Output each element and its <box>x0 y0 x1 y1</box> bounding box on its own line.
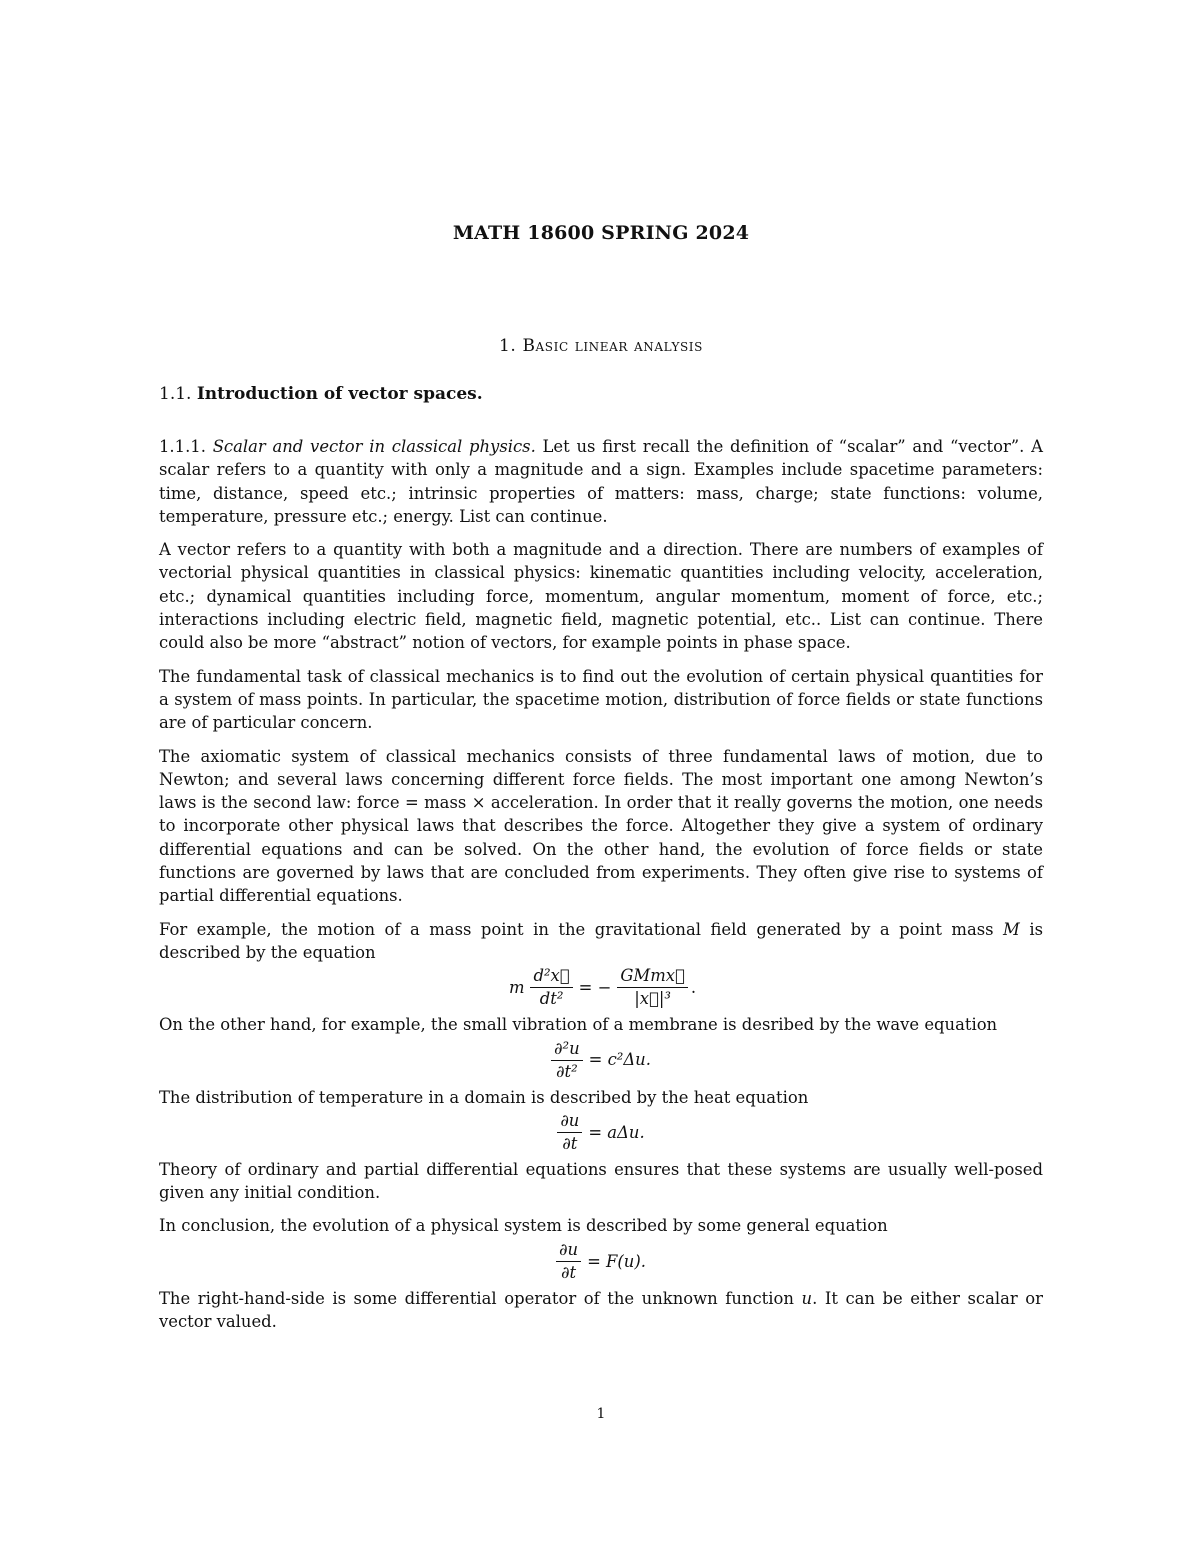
body-text <box>159 435 1043 1343</box>
eq-newton-equals: = − <box>578 978 612 998</box>
paragraph-example <box>159 918 1043 965</box>
eq-general-numerator: ∂u <box>556 1240 581 1262</box>
eq-newton-lhs-denominator: dt² <box>539 989 564 1009</box>
equation-wave <box>159 1039 1043 1082</box>
eq-heat-rhs: = aΔu. <box>588 1122 645 1142</box>
paragraph-task: The fundamental task of classical mechanics is to find out the evolution of certain physical quantities for a system of mass points. In particular, the spacetime motion, distribution of force fields or state functions are of particular concern. <box>159 666 1043 733</box>
math-symbol-M: M <box>1003 919 1020 939</box>
eq-newton-lhs-numerator: d²x⃗ <box>530 966 572 988</box>
eq-general-denominator: ∂t <box>561 1262 577 1282</box>
eq-heat-numerator: ∂u <box>557 1111 582 1133</box>
equation-newton <box>159 966 1043 1009</box>
eq-wave-rhs: = c²Δu. <box>588 1050 651 1070</box>
eq-wave-fraction <box>551 1039 583 1082</box>
eq-general-rhs: = F(u). <box>587 1251 646 1271</box>
paragraph-rhs-text-1: The right-hand-side is some differential operator of the unknown function <box>159 1288 794 1308</box>
equation-heat <box>159 1111 1043 1154</box>
subsection-title: Introduction of vector spaces. <box>196 384 483 404</box>
eq-heat-fraction <box>557 1111 582 1154</box>
paragraph-vector: A vector refers to a quantity with both a magnitude and a direction. There are numbers of examples of vectorial physical quantities in classical physics: kinematic quantities including velocity, acceleration, etc.; dynamical quantities including force, momentum, angular momentum, moment of force, etc.; interactions including electric field, magnetic field, magnetic potential, etc.. List can continue. There could also be more “abstract” notion of vectors, for example points in phase space. <box>159 540 1043 653</box>
paragraph-scalar <box>159 435 1043 528</box>
paragraph-rhs <box>159 1287 1043 1334</box>
eq-wave-numerator: ∂²u <box>551 1039 583 1061</box>
document-title: MATH 18600 SPRING 2024 <box>452 222 750 244</box>
equation-general <box>159 1240 1043 1283</box>
paragraph-scalar-text: Let us first recall the definition of “scalar” and “vector”. A scalar refers to a quantity with only a magnitude and a sign. Examples include spacetime parameters: time, distance, speed etc.; intrinsic properties of matters: mass, charge; state functions: volume, temperature, pressure etc.; energy. List can continue. <box>159 437 1043 526</box>
subsubsection-number: 1.1.1. <box>159 437 206 456</box>
paragraph-example-text-2: is described by the equation <box>159 919 1043 962</box>
section-title: Basic linear analysis <box>522 336 703 356</box>
paragraph-wellposed: Theory of ordinary and partial differential equations ensures that these systems are usually well-posed given any initial condition. <box>159 1159 1043 1203</box>
subsubsection-title: Scalar and vector in classical physics. <box>212 437 536 456</box>
subsection-heading <box>159 384 483 404</box>
paragraph-heat-intro: The distribution of temperature in a domain is described by the heat equation <box>159 1087 809 1107</box>
eq-general-fraction <box>556 1240 581 1283</box>
eq-wave-denominator: ∂t² <box>556 1061 578 1081</box>
eq-newton-rhs-numerator: GMmx⃗ <box>617 966 688 988</box>
paragraph-axiomatic: The axiomatic system of classical mechanics consists of three fundamental laws of motion, due to Newton; and several laws concerning different force fields. The most important one among Newton’s laws is the second law: force = mass × acceleration. In order that it really governs the motion, one needs to incorporate other physical laws that describes the force. Altogether they give a system of ordinary differential equations and can be solved. On the other hand, the evolution of force fields or state functions are governed by laws that are concluded from experiments. They often give rise to systems of partial differential equations. <box>159 746 1043 906</box>
section-number: 1. <box>499 336 517 356</box>
eq-newton-rhs-denominator: |x⃗|³ <box>634 989 671 1009</box>
paragraph-conclusion: In conclusion, the evolution of a physical system is described by some general equation <box>159 1216 888 1236</box>
eq-heat-denominator: ∂t <box>562 1133 578 1153</box>
paragraph-example-text-1: For example, the motion of a mass point in the gravitational field generated by a point mass <box>159 919 994 939</box>
eq-newton-rhs-fraction <box>617 966 688 1009</box>
page-number: 1 <box>596 1406 606 1422</box>
paragraph-wave-intro: On the other hand, for example, the small vibration of a membrane is desribed by the wave equation <box>159 1015 998 1035</box>
math-symbol-u: u <box>801 1288 813 1308</box>
eq-newton-lhs-fraction <box>530 966 572 1009</box>
eq-newton-coef: m <box>508 978 525 998</box>
eq-newton-end: . <box>690 978 697 998</box>
paper-page <box>159 0 1043 1553</box>
paragraph-rhs-text-2: . It can be either scalar or vector valued. <box>159 1288 1043 1332</box>
subsection-number: 1.1. <box>159 384 192 404</box>
section-heading <box>159 336 1043 356</box>
